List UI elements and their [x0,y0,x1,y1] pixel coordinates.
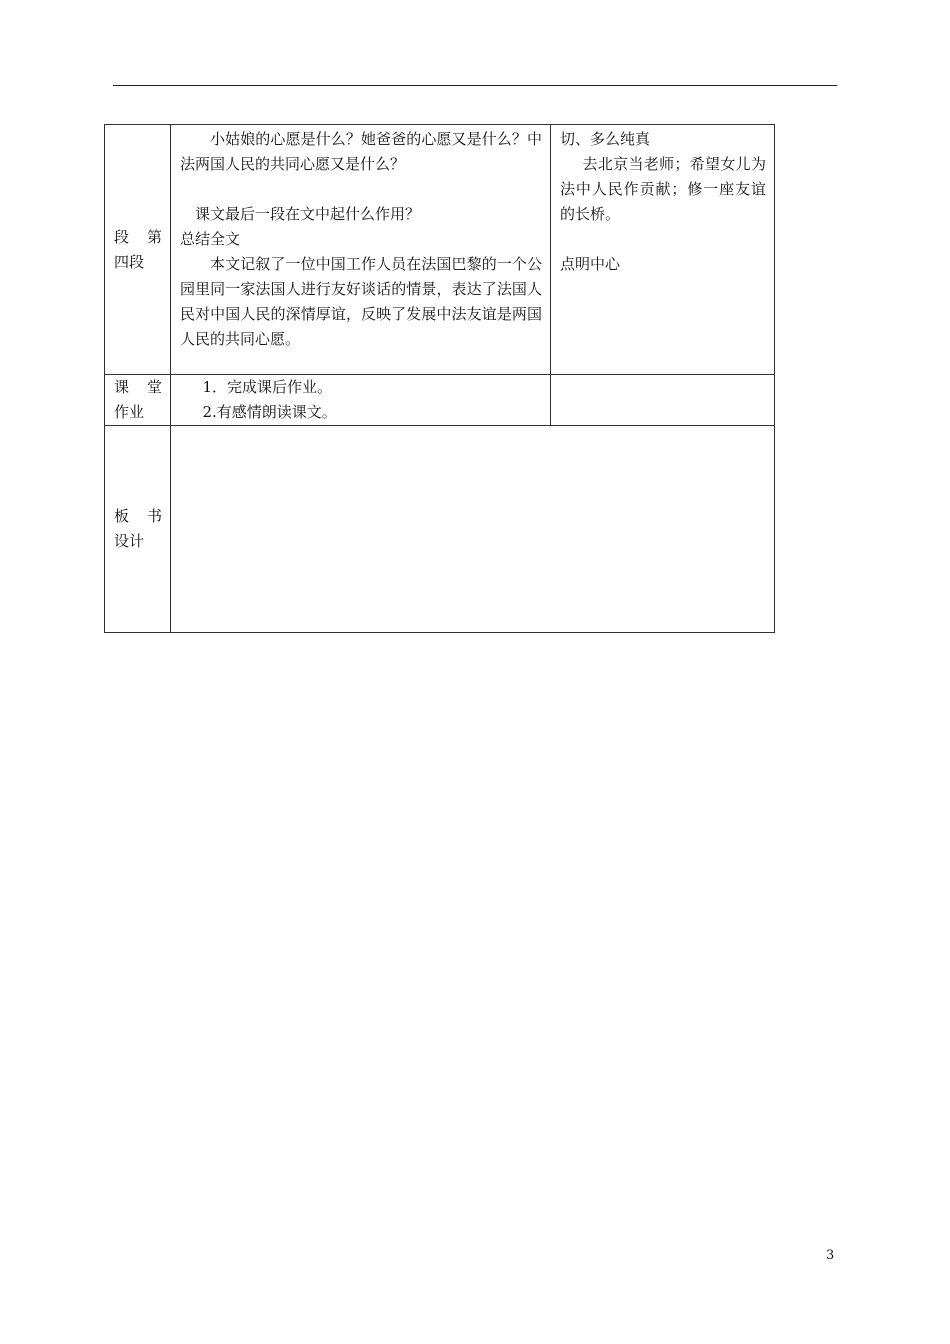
row-label-line-2: 四段 [114,252,145,271]
board-design-cell [171,426,775,633]
row-label-char-1: 课 [114,378,130,396]
homework-cell [171,375,551,426]
lesson-plan-table [104,124,775,633]
question-1: 小姑娘的心愿是什么？她爸爸的心愿又是什么？中法两国人民的共同心愿又是什么？ [180,130,542,173]
table-row-section4 [105,125,775,375]
question-2: 课文最后一段在文中起什么作用？ [195,205,421,223]
row-label-char-2: 书 [146,507,162,525]
homework-item-2: 2.有感情朗读课文。 [202,403,337,421]
row-label [105,375,170,425]
note-1: 切、多么纯真 [560,130,651,148]
row-label [105,504,170,554]
note-2: 去北京当老师；希望女儿为法中人民作贡献；修一座友谊的长桥。 [560,155,766,223]
homework-item-1: 1．完成课后作业。 [202,378,333,396]
note-3: 点明中心 [560,255,621,273]
row-label-cell [105,125,171,375]
row-label-cell [105,426,171,633]
summary-heading: 总结全文 [180,230,241,248]
row-label-char-2: 堂 [146,378,162,396]
row-label [105,225,170,275]
summary-text: 本文记叙了一位中国工作人员在法国巴黎的一个公园里同一家法国人进行友好谈话的情景，表达了法国人民对中国人民的深情厚谊，反映了发展中法友谊是两国人民的共同心愿。 [180,255,542,348]
homework-notes-cell [551,375,775,426]
row-label-char-1: 段 [114,227,130,246]
row-label-char-1: 板 [114,507,130,525]
process-cell [171,125,551,375]
table-row-board [105,426,775,633]
header-rule [113,85,837,86]
row-label-line-2: 设计 [114,532,145,550]
page-number: 3 [826,1248,835,1263]
row-label-line-2: 作业 [114,403,145,421]
notes-cell [551,125,775,375]
table-row-homework [105,375,775,426]
row-label-char-2: 第 [146,227,162,246]
row-label-cell [105,375,171,426]
